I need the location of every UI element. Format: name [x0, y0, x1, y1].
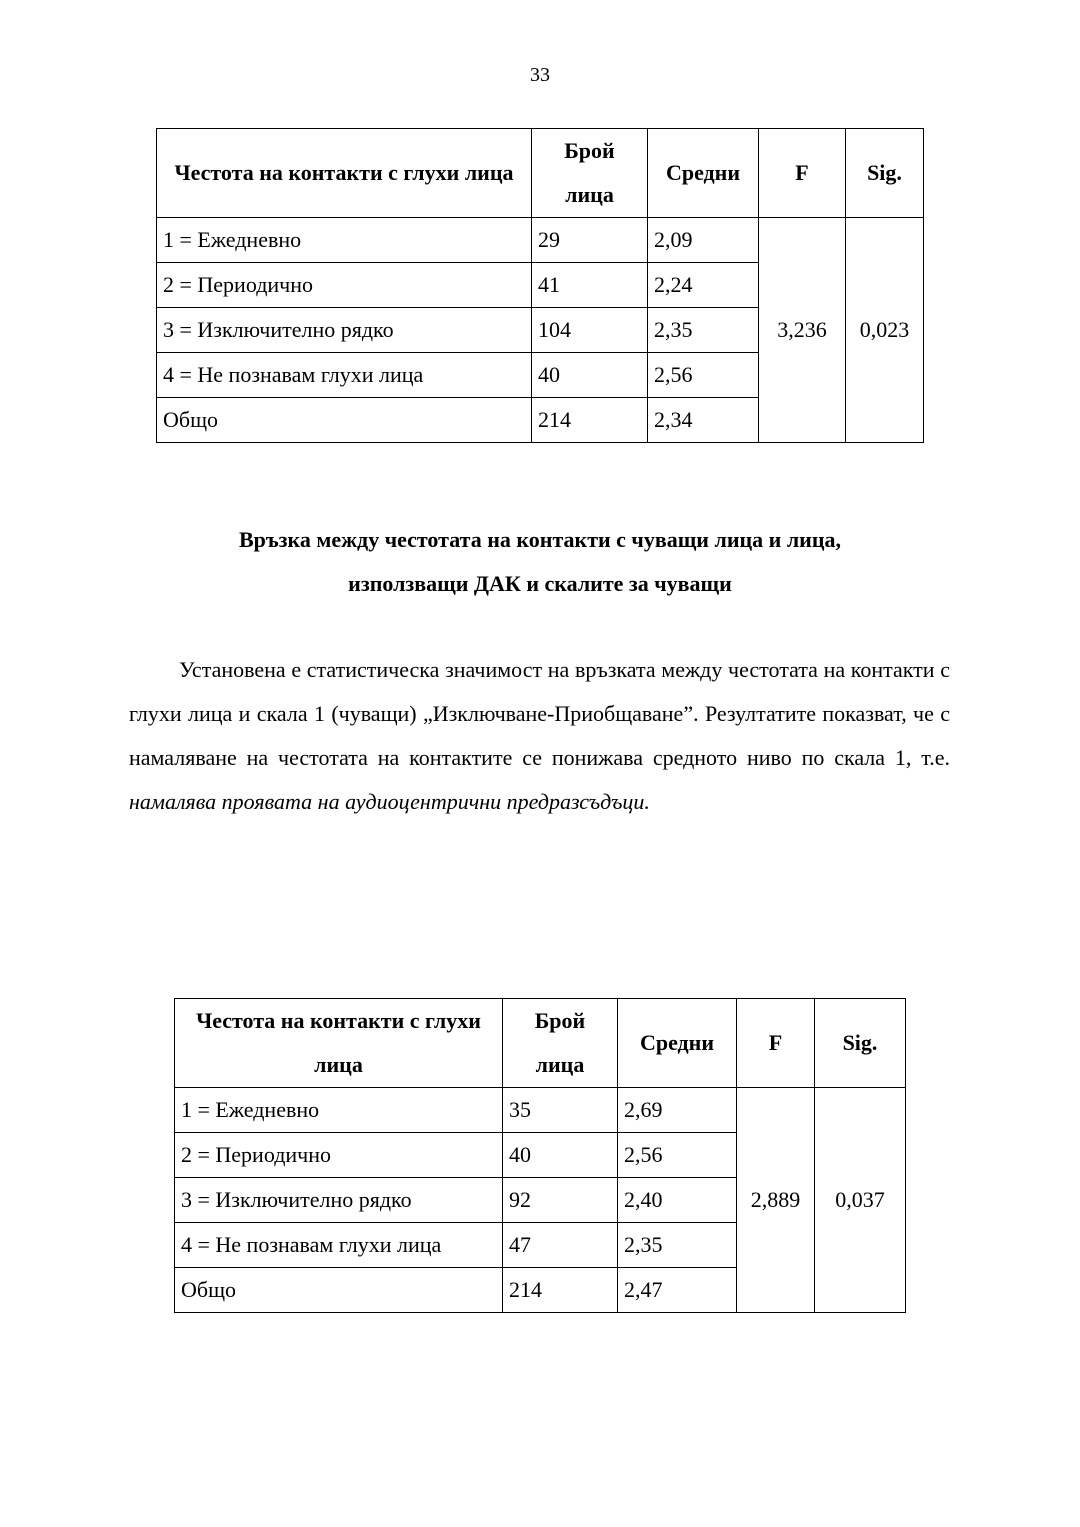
section-heading — [0, 518, 1080, 606]
row-count: 40 — [503, 1133, 618, 1178]
row-count: 40 — [532, 353, 648, 398]
row-mean: 2,56 — [618, 1133, 737, 1178]
row-count: 47 — [503, 1223, 618, 1268]
row-count: 214 — [503, 1268, 618, 1313]
row-count: 104 — [532, 308, 648, 353]
row-label: 4 = Не познавам глухи лица — [175, 1223, 503, 1268]
paragraph-emphasis: намалява проявата на аудиоцентрични предразсъдъци. — [129, 789, 650, 814]
body-paragraph — [129, 648, 950, 824]
row-count: 35 — [503, 1088, 618, 1133]
header-count: Брой лица — [503, 999, 618, 1088]
row-mean: 2,56 — [648, 353, 759, 398]
row-mean: 2,35 — [648, 308, 759, 353]
header-sig: Sig. — [815, 999, 906, 1088]
section-heading-line-1: Връзка между честотата на контакти с чуващи лица и лица, — [238, 527, 842, 552]
row-mean: 2,69 — [618, 1088, 737, 1133]
row-mean: 2,09 — [648, 218, 759, 263]
f-value: 3,236 — [759, 218, 846, 443]
row-label: 4 = Не познавам глухи лица — [157, 353, 532, 398]
table-header-row — [157, 129, 924, 218]
row-mean: 2,40 — [618, 1178, 737, 1223]
sig-value: 0,023 — [846, 218, 924, 443]
row-label: Общо — [157, 398, 532, 443]
header-mean: Средни — [618, 999, 737, 1088]
header-category: Честота на контакти с глухи лица — [157, 129, 532, 218]
row-label: Общо — [175, 1268, 503, 1313]
row-mean: 2,35 — [618, 1223, 737, 1268]
frequency-table-1 — [156, 128, 924, 443]
section-heading-line-2: използващи ДАК и скалите за чуващи — [348, 571, 732, 596]
header-sig: Sig. — [846, 129, 924, 218]
header-mean: Средни — [648, 129, 759, 218]
row-count: 29 — [532, 218, 648, 263]
table-header-row — [175, 999, 906, 1088]
page-number: 33 — [530, 64, 550, 86]
row-label: 1 = Ежедневно — [157, 218, 532, 263]
header-f: F — [737, 999, 815, 1088]
row-count: 92 — [503, 1178, 618, 1223]
row-label: 3 = Изключително рядко — [157, 308, 532, 353]
row-label: 2 = Периодично — [157, 263, 532, 308]
row-mean: 2,34 — [648, 398, 759, 443]
frequency-table-2 — [174, 998, 906, 1313]
paragraph-text: Установена е статистическа значимост на връзката между честотата на контакти с глухи лица и скала 1 (чуващи) „Изключване-Приобщаване”. Резултатите показват, че с намаляване на честотата на контактите се понижава средното ниво по скала 1, т.е. — [129, 657, 950, 770]
sig-value: 0,037 — [815, 1088, 906, 1313]
table-row — [175, 1088, 906, 1133]
row-mean: 2,24 — [648, 263, 759, 308]
row-label: 1 = Ежедневно — [175, 1088, 503, 1133]
header-category: Честота на контакти с глухи лица — [175, 999, 503, 1088]
table-row — [157, 218, 924, 263]
row-count: 41 — [532, 263, 648, 308]
header-count: Брой лица — [532, 129, 648, 218]
header-f: F — [759, 129, 846, 218]
row-label: 3 = Изключително рядко — [175, 1178, 503, 1223]
row-count: 214 — [532, 398, 648, 443]
row-mean: 2,47 — [618, 1268, 737, 1313]
row-label: 2 = Периодично — [175, 1133, 503, 1178]
f-value: 2,889 — [737, 1088, 815, 1313]
